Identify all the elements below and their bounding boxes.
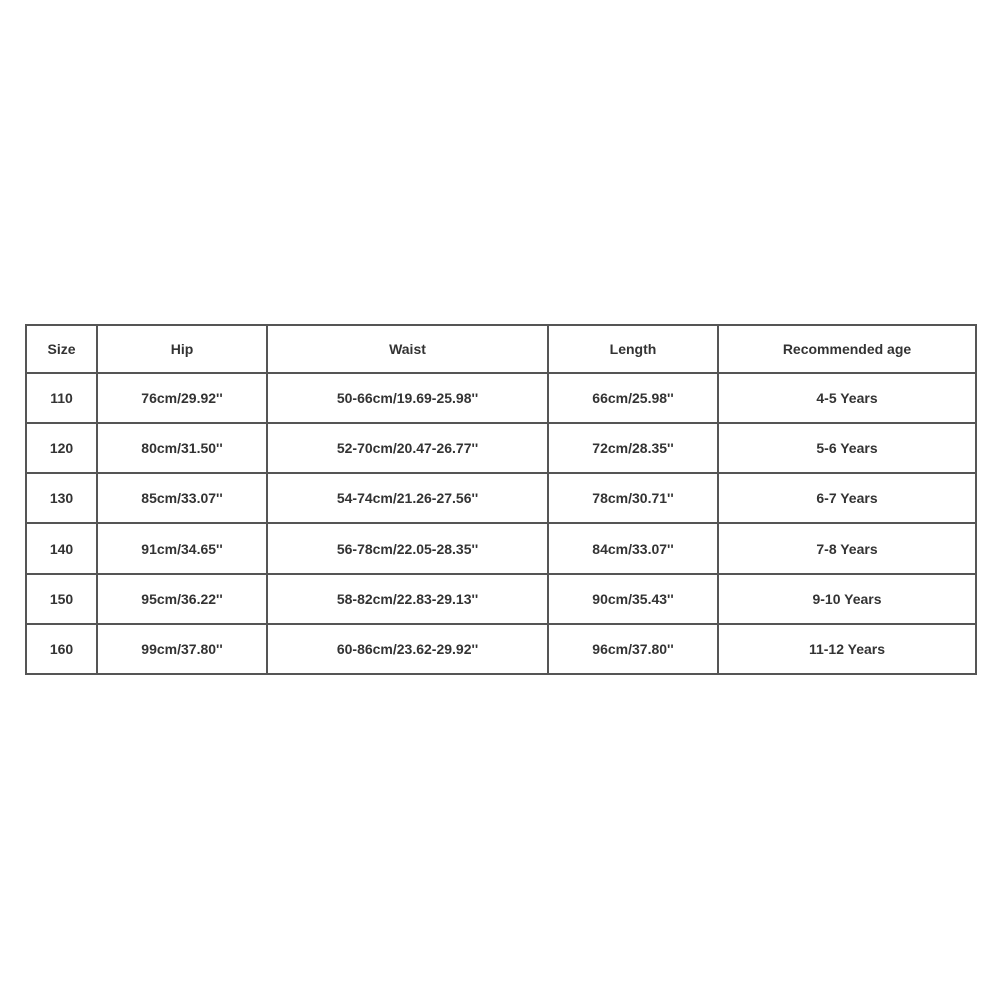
cell-length: 78cm/30.71'' — [548, 473, 718, 523]
cell-recommended-age: 11-12 Years — [718, 624, 976, 674]
cell-waist: 52-70cm/20.47-26.77'' — [267, 423, 548, 473]
cell-waist: 60-86cm/23.62-29.92'' — [267, 624, 548, 674]
cell-hip: 95cm/36.22'' — [97, 574, 267, 624]
header-length: Length — [548, 325, 718, 373]
cell-waist: 56-78cm/22.05-28.35'' — [267, 523, 548, 573]
cell-hip: 76cm/29.92'' — [97, 373, 267, 423]
table-row — [26, 473, 976, 523]
cell-recommended-age: 6-7 Years — [718, 473, 976, 523]
cell-recommended-age: 9-10 Years — [718, 574, 976, 624]
cell-size: 130 — [26, 473, 97, 523]
cell-length: 66cm/25.98'' — [548, 373, 718, 423]
cell-length: 96cm/37.80'' — [548, 624, 718, 674]
cell-size: 150 — [26, 574, 97, 624]
cell-hip: 91cm/34.65'' — [97, 523, 267, 573]
cell-size: 120 — [26, 423, 97, 473]
cell-size: 160 — [26, 624, 97, 674]
cell-recommended-age: 5-6 Years — [718, 423, 976, 473]
cell-hip: 80cm/31.50'' — [97, 423, 267, 473]
table-row — [26, 523, 976, 573]
size-chart-table — [25, 324, 977, 675]
cell-waist: 50-66cm/19.69-25.98'' — [267, 373, 548, 423]
table-row — [26, 574, 976, 624]
cell-size: 110 — [26, 373, 97, 423]
cell-recommended-age: 7-8 Years — [718, 523, 976, 573]
table-row — [26, 423, 976, 473]
table-header-row — [26, 325, 976, 373]
cell-hip: 85cm/33.07'' — [97, 473, 267, 523]
cell-recommended-age: 4-5 Years — [718, 373, 976, 423]
header-recommended-age: Recommended age — [718, 325, 976, 373]
cell-size: 140 — [26, 523, 97, 573]
table-row — [26, 373, 976, 423]
table-row — [26, 624, 976, 674]
cell-waist: 54-74cm/21.26-27.56'' — [267, 473, 548, 523]
header-waist: Waist — [267, 325, 548, 373]
cell-waist: 58-82cm/22.83-29.13'' — [267, 574, 548, 624]
header-hip: Hip — [97, 325, 267, 373]
cell-length: 72cm/28.35'' — [548, 423, 718, 473]
cell-hip: 99cm/37.80'' — [97, 624, 267, 674]
header-size: Size — [26, 325, 97, 373]
cell-length: 84cm/33.07'' — [548, 523, 718, 573]
cell-length: 90cm/35.43'' — [548, 574, 718, 624]
